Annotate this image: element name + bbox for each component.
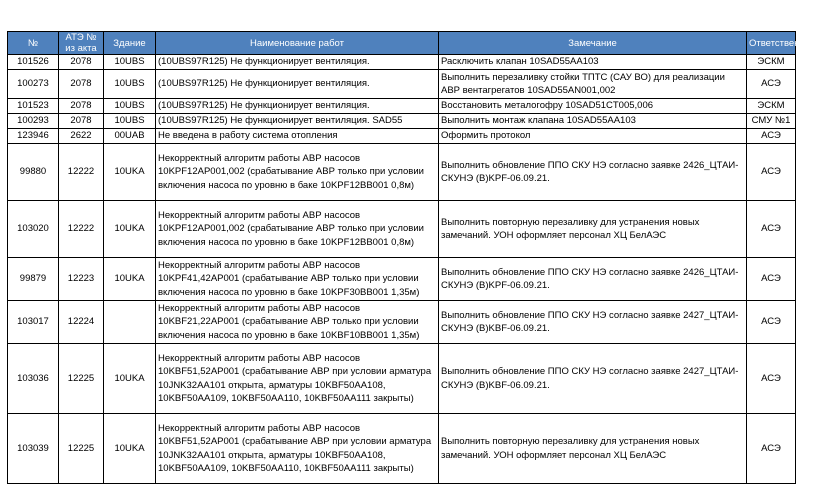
cell-num: 103017 [8,301,59,344]
cell-ate: 12222 [59,201,104,258]
cell-ate: 2622 [59,129,104,144]
cell-building: 10UKA [104,144,156,201]
table-row [8,144,796,201]
cell-building: 10UKA [104,414,156,484]
cell-ate: 12224 [59,301,104,344]
table-row [8,201,796,258]
cell-num: 101526 [8,55,59,70]
cell-note: Выполнить монтаж клапана 10SAD55AA103 [439,114,747,129]
header-num: № [8,32,59,55]
header-row [8,32,796,55]
table-row [8,70,796,99]
cell-ate: 12223 [59,258,104,301]
cell-work: Некорректный алгоритм работы АВР насосов 10KPF41,42AP001 (срабатывание АВР только при условии включения насоса по уровню в баке 10KPF30BB001 1,35м) [156,258,439,301]
cell-responsible: ЭСКМ [747,99,796,114]
cell-responsible: АСЭ [747,144,796,201]
cell-ate: 2078 [59,55,104,70]
cell-note: Выполнить перезаливку стойки ТПТС (САУ ВО) для реализации АВР вентагрегатов 10SAD55AN001,002 [439,70,747,99]
cell-note: Выполнить обновление ППО СКУ НЭ согласно заявке 2427_ЦТАИ-СКУНЭ (В)KBF-06.09.21. [439,301,747,344]
cell-note: Расключить клапан 10SAD55AA103 [439,55,747,70]
cell-num: 99879 [8,258,59,301]
cell-responsible: АСЭ [747,201,796,258]
cell-num: 100293 [8,114,59,129]
cell-responsible: АСЭ [747,344,796,414]
cell-num: 103039 [8,414,59,484]
cell-responsible: ЭСКМ [747,55,796,70]
cell-work: (10UBS97R125) Не функционирует вентиляция. SAD55 [156,114,439,129]
cell-work: Некорректный алгоритм работы АВР насосов 10KBF51,52AP001 (срабатывание АВР при условии арматура 10JNK32AA101 открыта, арматуры 10KBF50AA108, 10KBF50AA109, 10KBF50AA110, 10KBF50AA111 закрыты) [156,414,439,484]
cell-work: Не введена в работу система отопления [156,129,439,144]
cell-responsible: АСЭ [747,70,796,99]
cell-building: 10UKA [104,344,156,414]
work-table [7,31,817,484]
cell-ate: 2078 [59,70,104,99]
cell-num: 100273 [8,70,59,99]
cell-building: 00UAB [104,129,156,144]
table-row [8,114,796,129]
cell-num: 99880 [8,144,59,201]
cell-note: Выполнить обновление ППО СКУ НЭ согласно заявке 2427_ЦТАИ-СКУНЭ (В)KBF-06.09.21. [439,344,747,414]
cell-ate: 2078 [59,99,104,114]
header-ate: АТЭ № из акта [59,32,104,55]
cell-responsible: АСЭ [747,301,796,344]
cell-work: Некорректный алгоритм работы АВР насосов 10KPF12AP001,002 (срабатывание АВР только при условии включения насоса по уровню в баке 10KPF12BB001 0,8м) [156,144,439,201]
cell-ate: 12222 [59,144,104,201]
cell-work: Некорректный алгоритм работы АВР насосов 10KBF21,22AP001 (срабатывание АВР только при условии включения насоса по уровню в баке 10KBF10BB001 1,35м) [156,301,439,344]
table-row [8,301,796,344]
cell-work: Некорректный алгоритм работы АВР насосов 10KPF12AP001,002 (срабатывание АВР только при условии включения насоса по уровню в баке 10KPF12BB001 0,8м) [156,201,439,258]
header-building: Здание [104,32,156,55]
cell-building: 10UKA [104,201,156,258]
cell-work: (10UBS97R125) Не функционирует вентиляция. [156,99,439,114]
cell-responsible: АСЭ [747,129,796,144]
cell-building: 10UBS [104,55,156,70]
cell-note: Выполнить обновление ППО СКУ НЭ согласно заявке 2426_ЦТАИ-СКУНЭ (В)KPF-06.09.21. [439,258,747,301]
table-row [8,258,796,301]
cell-responsible: АСЭ [747,258,796,301]
table-row [8,129,796,144]
cell-building: 10UBS [104,99,156,114]
cell-ate: 12225 [59,344,104,414]
header-responsible: Ответственный [747,32,796,55]
cell-work: (10UBS97R125) Не функционирует вентиляция. [156,55,439,70]
cell-num: 103020 [8,201,59,258]
cell-note: Оформить протокол [439,129,747,144]
cell-num: 103036 [8,344,59,414]
cell-building: 10UBS [104,70,156,99]
cell-building: 10UBS [104,114,156,129]
table-row [8,99,796,114]
cell-note: Восстановить металогофру 10SAD51CT005,006 [439,99,747,114]
header-work: Наименование работ [156,32,439,55]
cell-responsible: СМУ №1 [747,114,796,129]
cell-note: Выполнить повторную перезаливку для устранения новых замечаний. УОН оформляет персонал ХЦ БелАЭС [439,414,747,484]
cell-building [104,301,156,344]
cell-work: (10UBS97R125) Не функционирует вентиляция. [156,70,439,99]
cell-num: 123946 [8,129,59,144]
header-note: Замечание [439,32,747,55]
cell-note: Выполнить повторную перезаливку для устранения новых замечаний. УОН оформляет персонал ХЦ БелАЭС [439,201,747,258]
table-row [8,344,796,414]
work-table-container [7,31,817,484]
table-row [8,55,796,70]
cell-note: Выполнить обновление ППО СКУ НЭ согласно заявке 2426_ЦТАИ-СКУНЭ (В)KPF-06.09.21. [439,144,747,201]
cell-ate: 12225 [59,414,104,484]
cell-num: 101523 [8,99,59,114]
cell-ate: 2078 [59,114,104,129]
table-row [8,414,796,484]
cell-building: 10UKA [104,258,156,301]
cell-responsible: АСЭ [747,414,796,484]
cell-work: Некорректный алгоритм работы АВР насосов 10KBF51,52AP001 (срабатывание АВР при условии арматура 10JNK32AA101 открыта, арматуры 10KBF50AA108, 10KBF50AA109, 10KBF50AA110, 10KBF50AA111 закрыты) [156,344,439,414]
